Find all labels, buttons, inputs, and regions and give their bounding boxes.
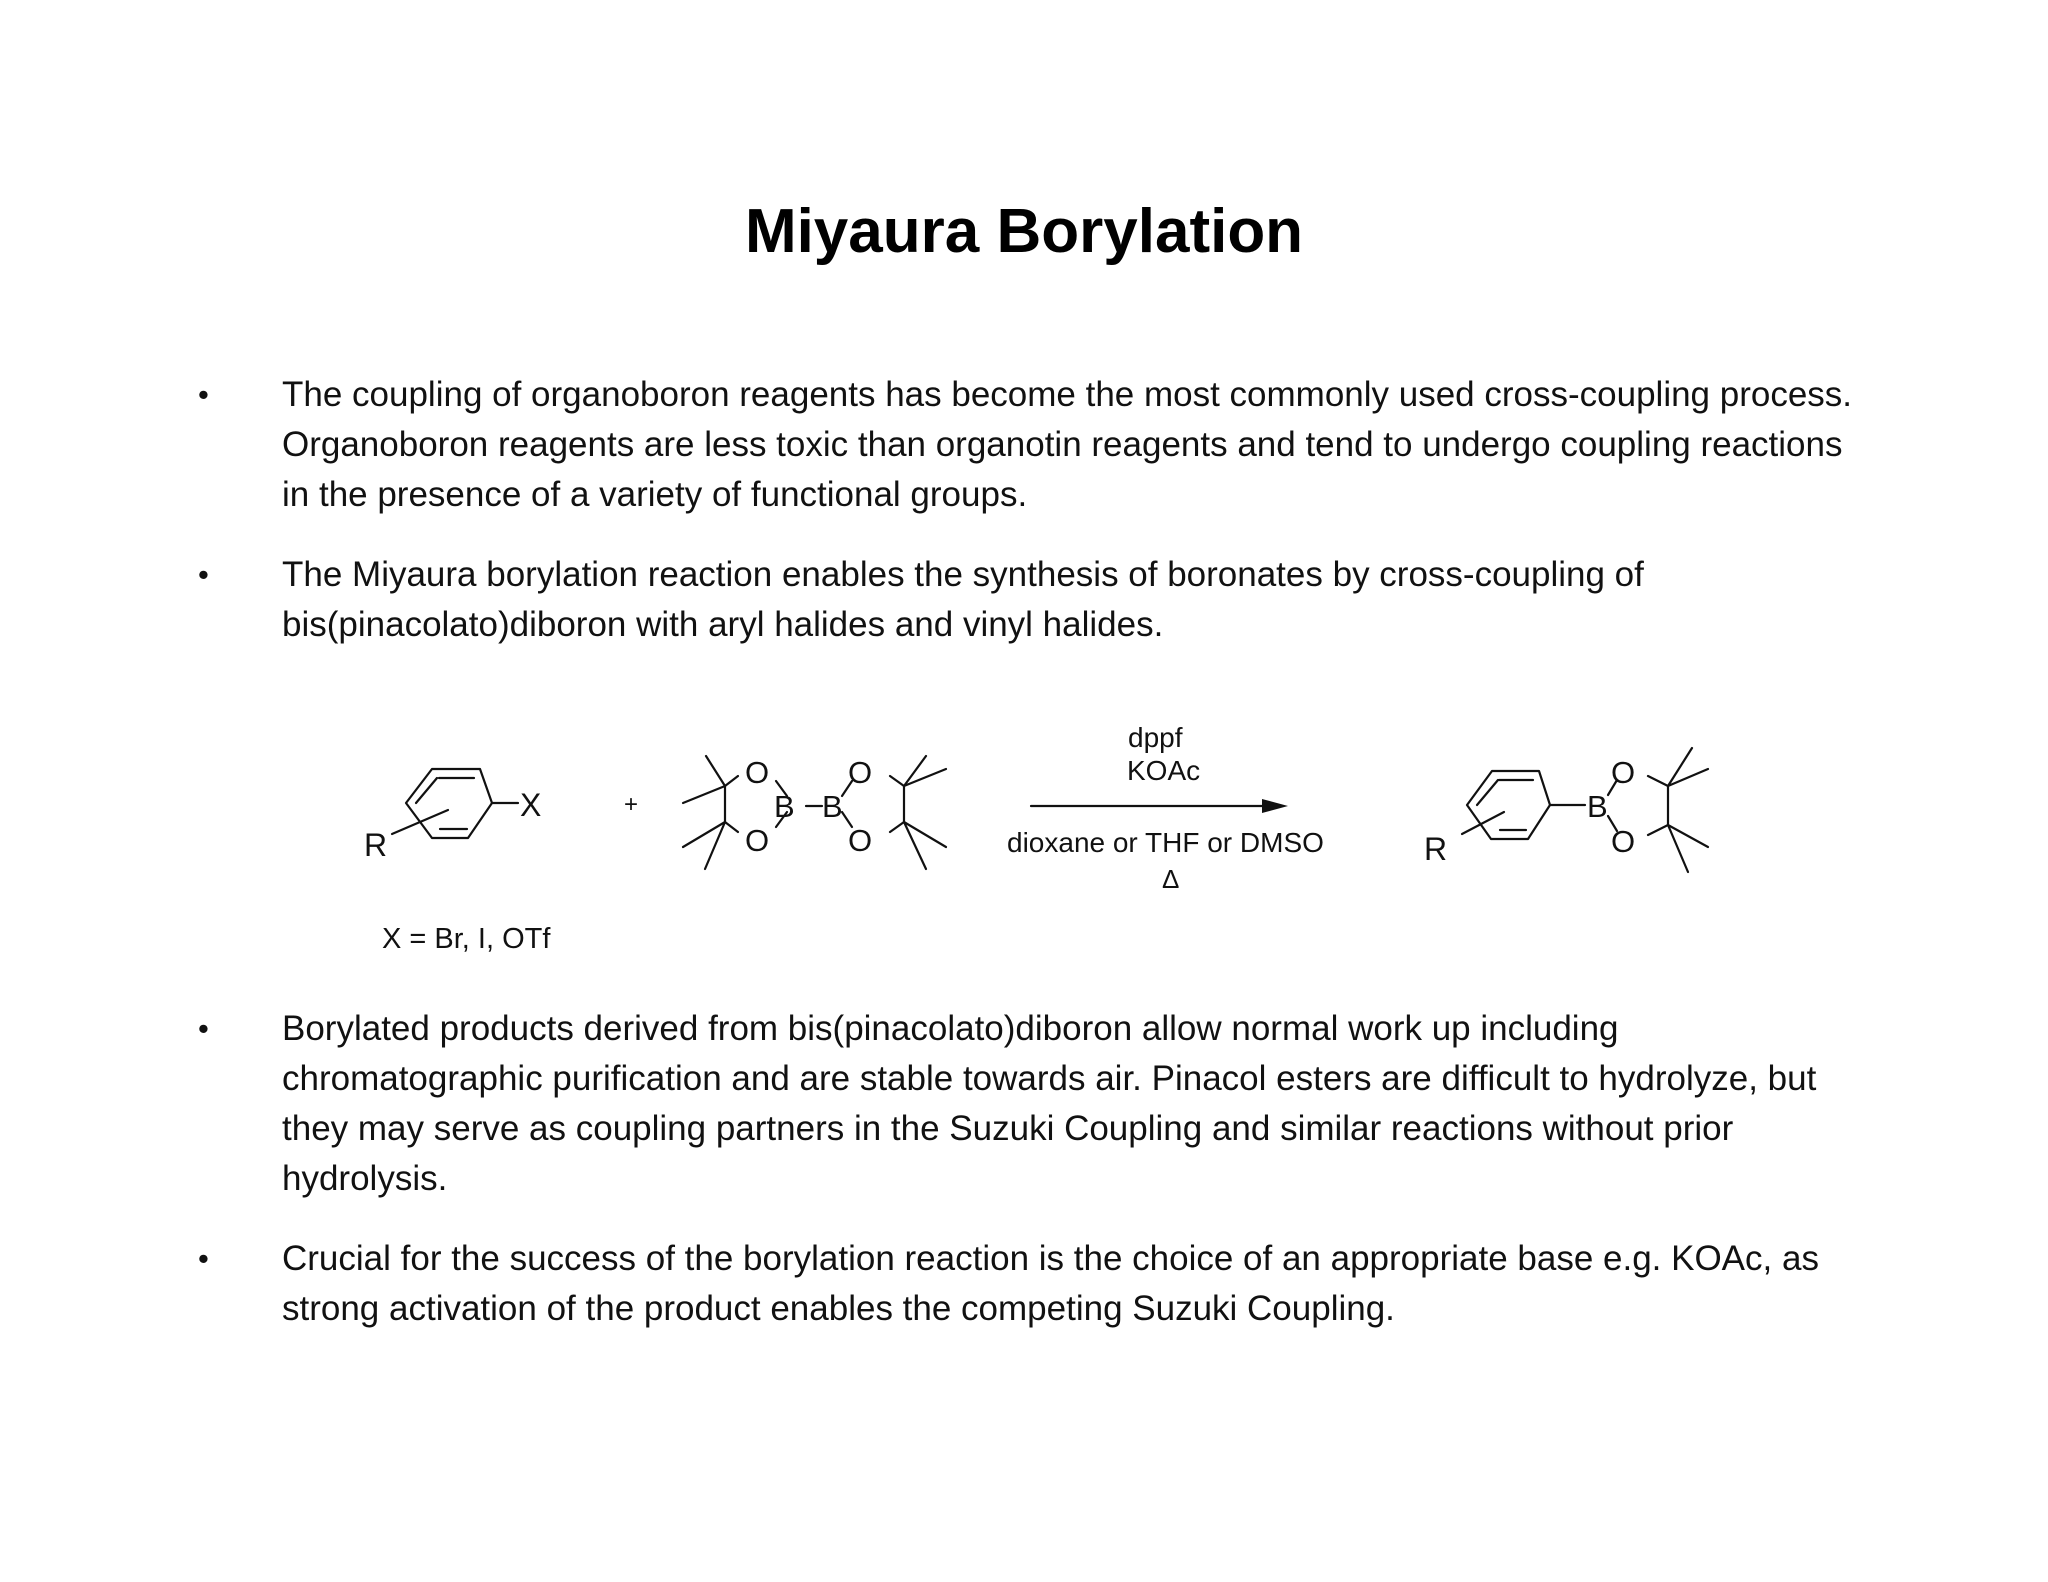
bullet-text: Crucial for the success of the borylation reaction is the choice of an appropriate base e.g. KOAc, as strong activation of the product enables the competing Suzuki Coupling. xyxy=(282,1239,1819,1328)
ring-r-bond xyxy=(392,810,448,834)
left-pinacol-ring xyxy=(683,756,787,869)
boron-label: B xyxy=(1587,789,1608,824)
boron-label: B xyxy=(822,789,843,824)
catalyst-label: dppf xyxy=(1128,722,1183,753)
oxygen-label: O xyxy=(848,755,873,790)
oxygen-label: O xyxy=(745,755,770,790)
bullet-marker: • xyxy=(198,377,209,412)
oxygen-label: O xyxy=(848,823,873,858)
aryl-halide-ring xyxy=(406,769,492,838)
bullet-text: The Miyaura borylation reaction enables the synthesis of boronates by cross-coupling of bis(pinacolato)diboron with aryl halides and vinyl halides. xyxy=(282,555,1644,644)
heat-symbol: Δ xyxy=(1162,864,1180,894)
oxygen-label: O xyxy=(745,823,770,858)
bullet-marker: • xyxy=(198,1241,209,1276)
oxygen-label: O xyxy=(1611,824,1636,859)
substituent-r-label: R xyxy=(364,827,388,863)
bullet-marker: • xyxy=(198,1011,209,1046)
product-ring-r-bond xyxy=(1462,812,1504,834)
product-aryl-ring xyxy=(1467,771,1550,839)
leaving-group-label: X xyxy=(520,787,542,823)
slide-title: Miyaura Borylation xyxy=(744,197,1304,266)
x-definition-label: X = Br, I, OTf xyxy=(382,923,551,955)
oxygen-label: O xyxy=(1611,755,1636,790)
reaction-arrow-head xyxy=(1262,799,1288,813)
product-r-label: R xyxy=(1424,831,1448,867)
plus-sign: + xyxy=(624,791,639,818)
bullet-marker: • xyxy=(198,557,209,592)
solvent-label: dioxane or THF or DMSO xyxy=(1007,827,1324,858)
base-label: KOAc xyxy=(1127,755,1201,786)
bullet-text: Borylated products derived from bis(pinacolato)diboron allow normal work up including chromatographic purification and are stable towards air. Pinacol esters are difficult to hydrolyze, but they may serve as coupling partners in the Suzuki Coupling and similar reactions without prior hydrolysis. xyxy=(282,1009,1817,1198)
bullet-text: The coupling of organoboron reagents has become the most commonly used cross-coupling process. Organoboron reagents are less toxic than organotin reagents and tend to undergo coupling reactions in the presence of a variety of functional groups. xyxy=(282,375,1853,514)
boron-label: B xyxy=(774,789,795,824)
